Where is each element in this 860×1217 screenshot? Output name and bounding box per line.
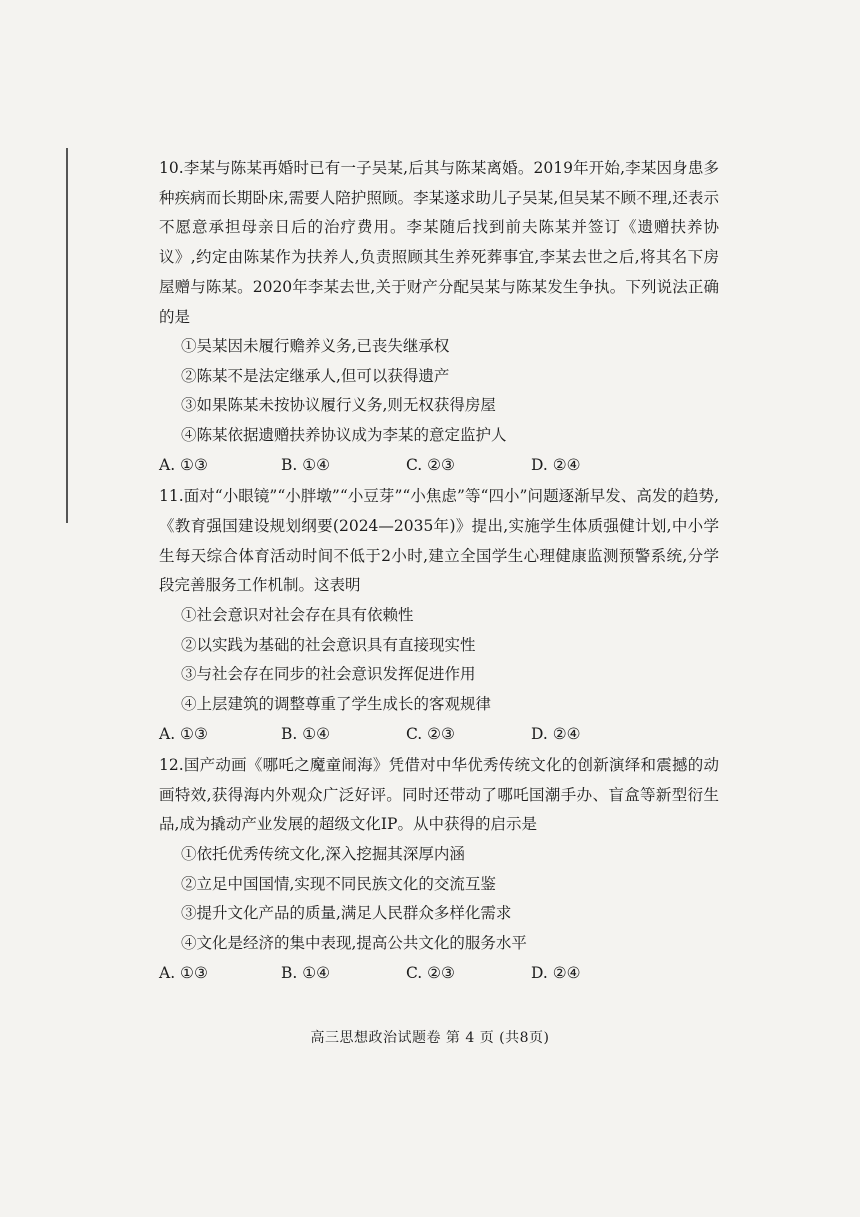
question-list — [159, 154, 719, 990]
choice-c: C. ②③ — [406, 456, 455, 475]
choice-d: D. ②④ — [531, 725, 581, 744]
question-stem: 10.李某与陈某再婚时已有一子吴某,后其与陈某离婚。2019年开始,李某因身患多种疾病而长期卧床,需要人陪护照顾。李某遂求助儿子吴某,但吴某不顾不理,还表示不愿意承担母亲日后的治疗费用。李某随后找到前夫陈某并签订《遗赠扶养协议》,约定由陈某作为扶养人,负责照顾其生养死葬事宜,李某去世之后,将其名下房屋赠与陈某。2020年李某去世,关于财产分配吴某与陈某发生争执。下列说法正确的是 — [159, 159, 719, 326]
choice-c: C. ②③ — [406, 964, 455, 983]
option-4: ④陈某依据遗赠扶养协议成为李某的意定监护人 — [181, 425, 507, 444]
question-stem: 12.国产动画《哪吒之魔童闹海》凭借对中华优秀传统文化的创新演绎和震撼的动画特效,获得海内外观众广泛好评。同时还带动了哪吒国潮手办、盲盒等新型衍生品,成为撬动产业发展的超级文化IP。从中获得的启示是 — [159, 756, 719, 834]
option-2: ②陈某不是法定继承人,但可以获得遗产 — [181, 366, 450, 385]
answer-choices — [159, 958, 719, 988]
answer-choices — [159, 719, 719, 749]
choice-d: D. ②④ — [531, 964, 581, 983]
option-2: ②立足中国国情,实现不同民族文化的交流互鉴 — [181, 874, 496, 893]
margin-line — [66, 148, 68, 523]
choice-a: A. ①③ — [159, 964, 208, 983]
option-3: ③提升文化产品的质量,满足人民群众多样化需求 — [181, 904, 512, 923]
choice-c: C. ②③ — [406, 725, 455, 744]
choice-b: B. ①④ — [281, 725, 331, 744]
question-12 — [159, 751, 719, 988]
question-10 — [159, 154, 719, 480]
option-4: ④文化是经济的集中表现,提高公共文化的服务水平 — [181, 933, 527, 952]
page-footer: 高三思想政治试题卷 第 4 页 (共8页) — [310, 1030, 550, 1046]
option-4: ④上层建筑的调整尊重了学生成长的客观规律 — [181, 694, 492, 713]
option-1: ①社会意识对社会存在具有依赖性 — [181, 606, 414, 625]
option-2: ②以实践为基础的社会意识具有直接现实性 — [181, 635, 476, 654]
option-3: ③如果陈某未按协议履行义务,则无权获得房屋 — [181, 396, 496, 415]
question-stem: 11.面对“小眼镜”“小胖墩”“小豆芽”“小焦虑”等“四小”问题逐渐早发、高发的趋势,《教育强国建设规划纲要(2024—2035年)》提出,实施学生体质强健计划,中小学生每天综合体育活动时间不低于2小时,建立全国学生心理健康监测预警系统,分学段完善服务工作机制。这表明 — [159, 487, 719, 595]
answer-choices — [159, 450, 719, 480]
option-1: ①依托优秀传统文化,深入挖掘其深厚内涵 — [181, 845, 465, 864]
question-11 — [159, 482, 719, 749]
choice-b: B. ①④ — [281, 964, 331, 983]
choice-a: A. ①③ — [159, 456, 208, 475]
choice-d: D. ②④ — [531, 456, 581, 475]
option-1: ①吴某因未履行赡养义务,已丧失继承权 — [181, 337, 450, 356]
choice-b: B. ①④ — [281, 456, 331, 475]
choice-a: A. ①③ — [159, 725, 208, 744]
option-3: ③与社会存在同步的社会意识发挥促进作用 — [181, 665, 476, 684]
